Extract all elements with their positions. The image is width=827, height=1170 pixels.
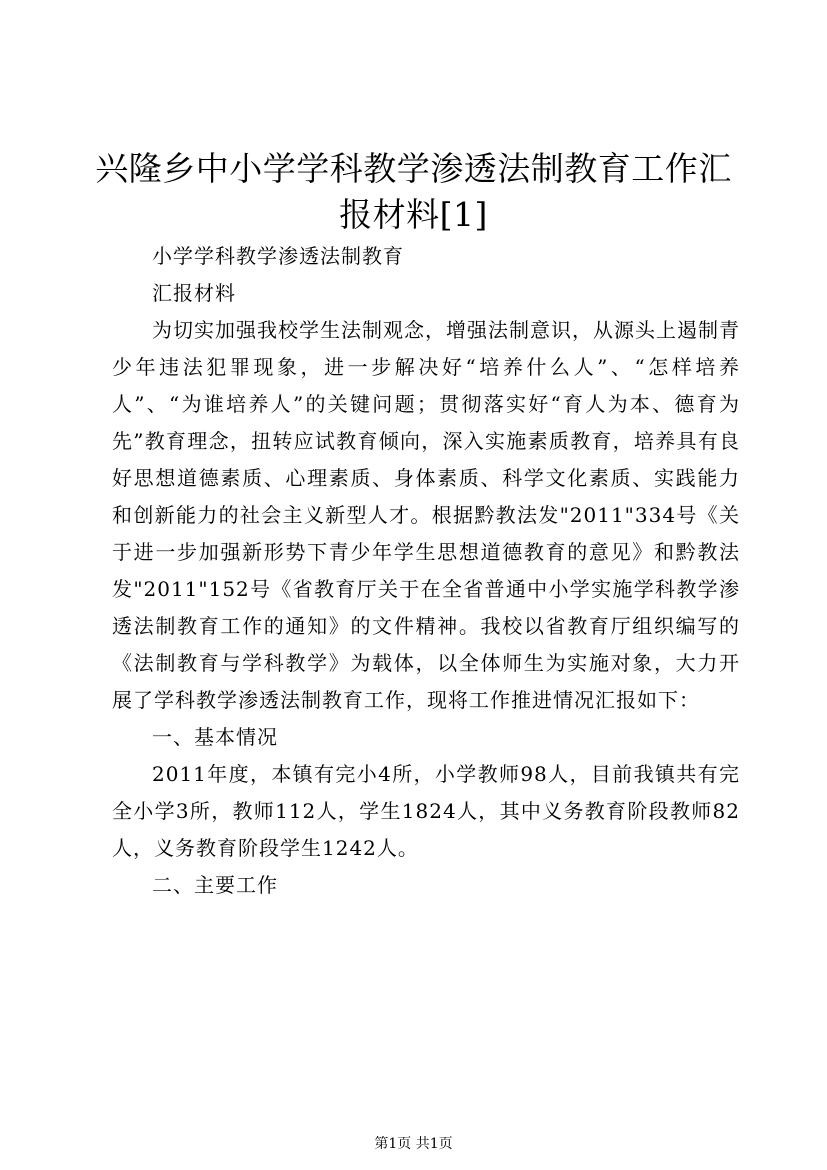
basic-info-paragraph: 2011年度，本镇有完小4所，小学教师98人，目前我镇共有完全小学3所，教师112人，学生1824人，其中义务教育阶段教师82人，义务教育阶段学生1242人。 [112,762,740,860]
section-heading-basic: 一、基本情况 [152,725,278,749]
intro-paragraph: 为切实加强我校学生法制观念，增强法制意识，从源头上遏制青少年违法犯罪现象，进一步解决好“培养什么人”、“怎样培养人”、“为谁培养人”的关键问题；贯彻落实好“育人为本、德育为先”教育理念，扭转应试教育倾向，深入实施素质教育，培养具有良好思想道德素质、心理素质、身体素质、科学文化素质、实践能力和创新能力的社会主义新型人才。根据黔教法发"2011"334号《关于进一步加强新形势下青少年学生思想道德教育的意见》和黔教法发"2011"152号《省教育厅关于在全省普通中小学实施学科教学渗透法制教育工作的通知》的文件精神。我校以省教育厅组织编写的《法制教育与学科教学》为载体，以全体师生为实施对象，大力开展了学科教学渗透法制教育工作，现将工作推进情况汇报如下： [112,318,740,712]
subtitle-line-2: 汇报材料 [152,281,236,305]
document-body [112,238,740,904]
subtitle-line-1: 小学学科教学渗透法制教育 [152,244,404,268]
section-heading-main-work: 二、主要工作 [152,873,278,897]
page-footer: 第1页 共1页 [374,1136,453,1152]
document-title: 兴隆乡中小学学科教学渗透法制教育工作汇报材料[1] [95,149,732,234]
